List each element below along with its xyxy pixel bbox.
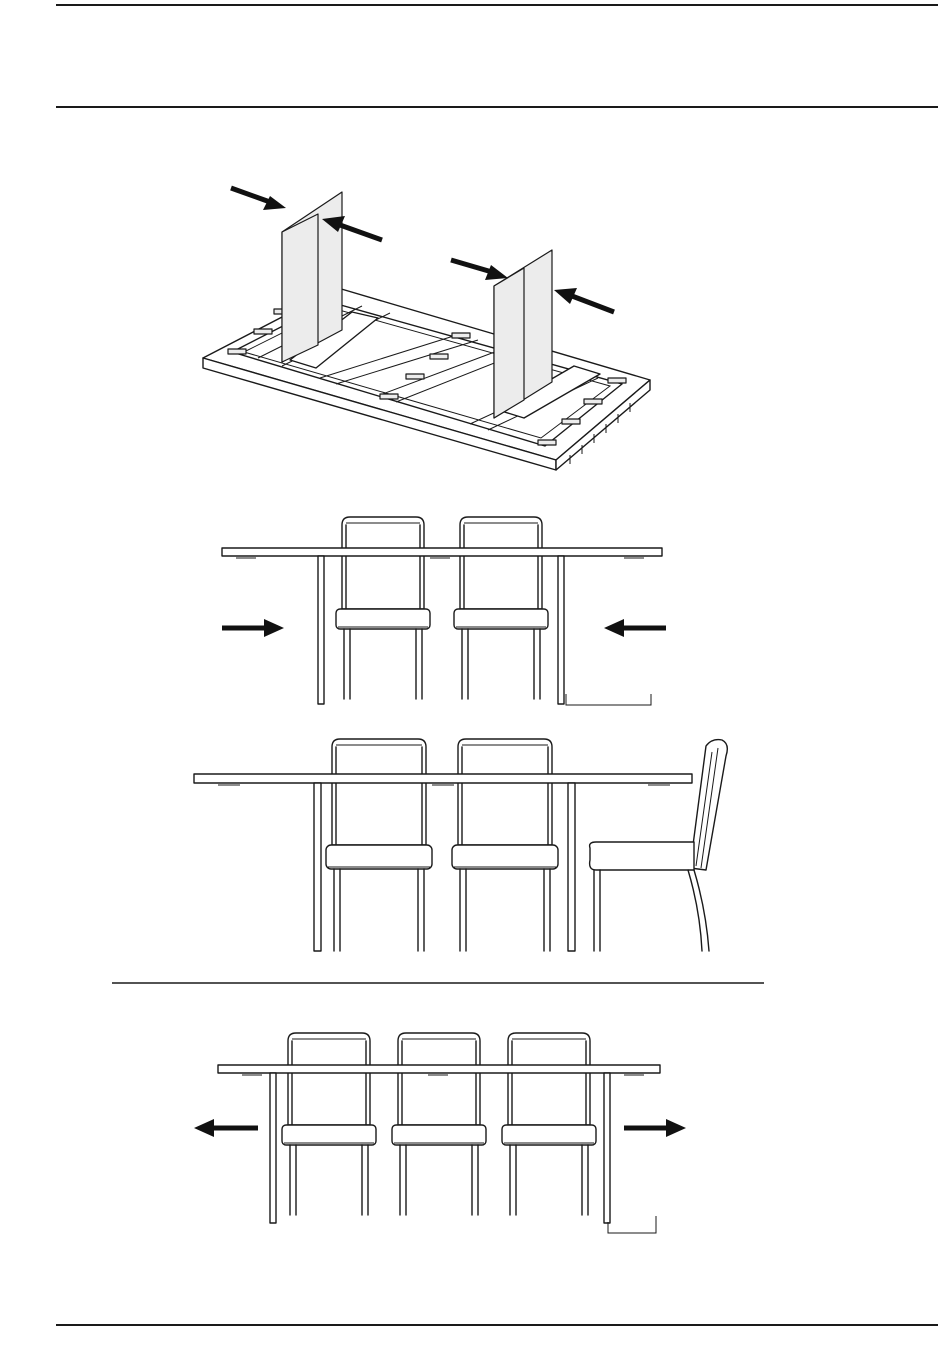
arrow-icon bbox=[222, 619, 284, 637]
tabletop bbox=[194, 774, 692, 783]
arrow-icon bbox=[624, 1119, 686, 1137]
arrow-icon bbox=[451, 260, 508, 280]
dimension-marker bbox=[566, 694, 651, 705]
step-attach-legs-diagram bbox=[203, 188, 650, 470]
arrow-icon bbox=[554, 288, 614, 312]
arrow-icon bbox=[194, 1119, 258, 1137]
table-leg bbox=[568, 783, 575, 951]
table-leg bbox=[318, 556, 324, 704]
step-extended-with-side-chair-diagram bbox=[194, 739, 727, 951]
table-leg bbox=[270, 1073, 276, 1223]
dimension-marker bbox=[608, 1216, 656, 1233]
step-pull-legs-out-diagram bbox=[194, 1033, 686, 1233]
step-push-legs-in-diagram bbox=[222, 517, 666, 705]
side-chair bbox=[590, 740, 728, 951]
table-leg bbox=[314, 783, 321, 951]
table-leg bbox=[558, 556, 564, 704]
tabletop bbox=[222, 548, 662, 556]
table-leg bbox=[604, 1073, 610, 1223]
tabletop bbox=[218, 1065, 660, 1073]
arrow-icon bbox=[231, 188, 286, 210]
arrow-icon bbox=[604, 619, 666, 637]
